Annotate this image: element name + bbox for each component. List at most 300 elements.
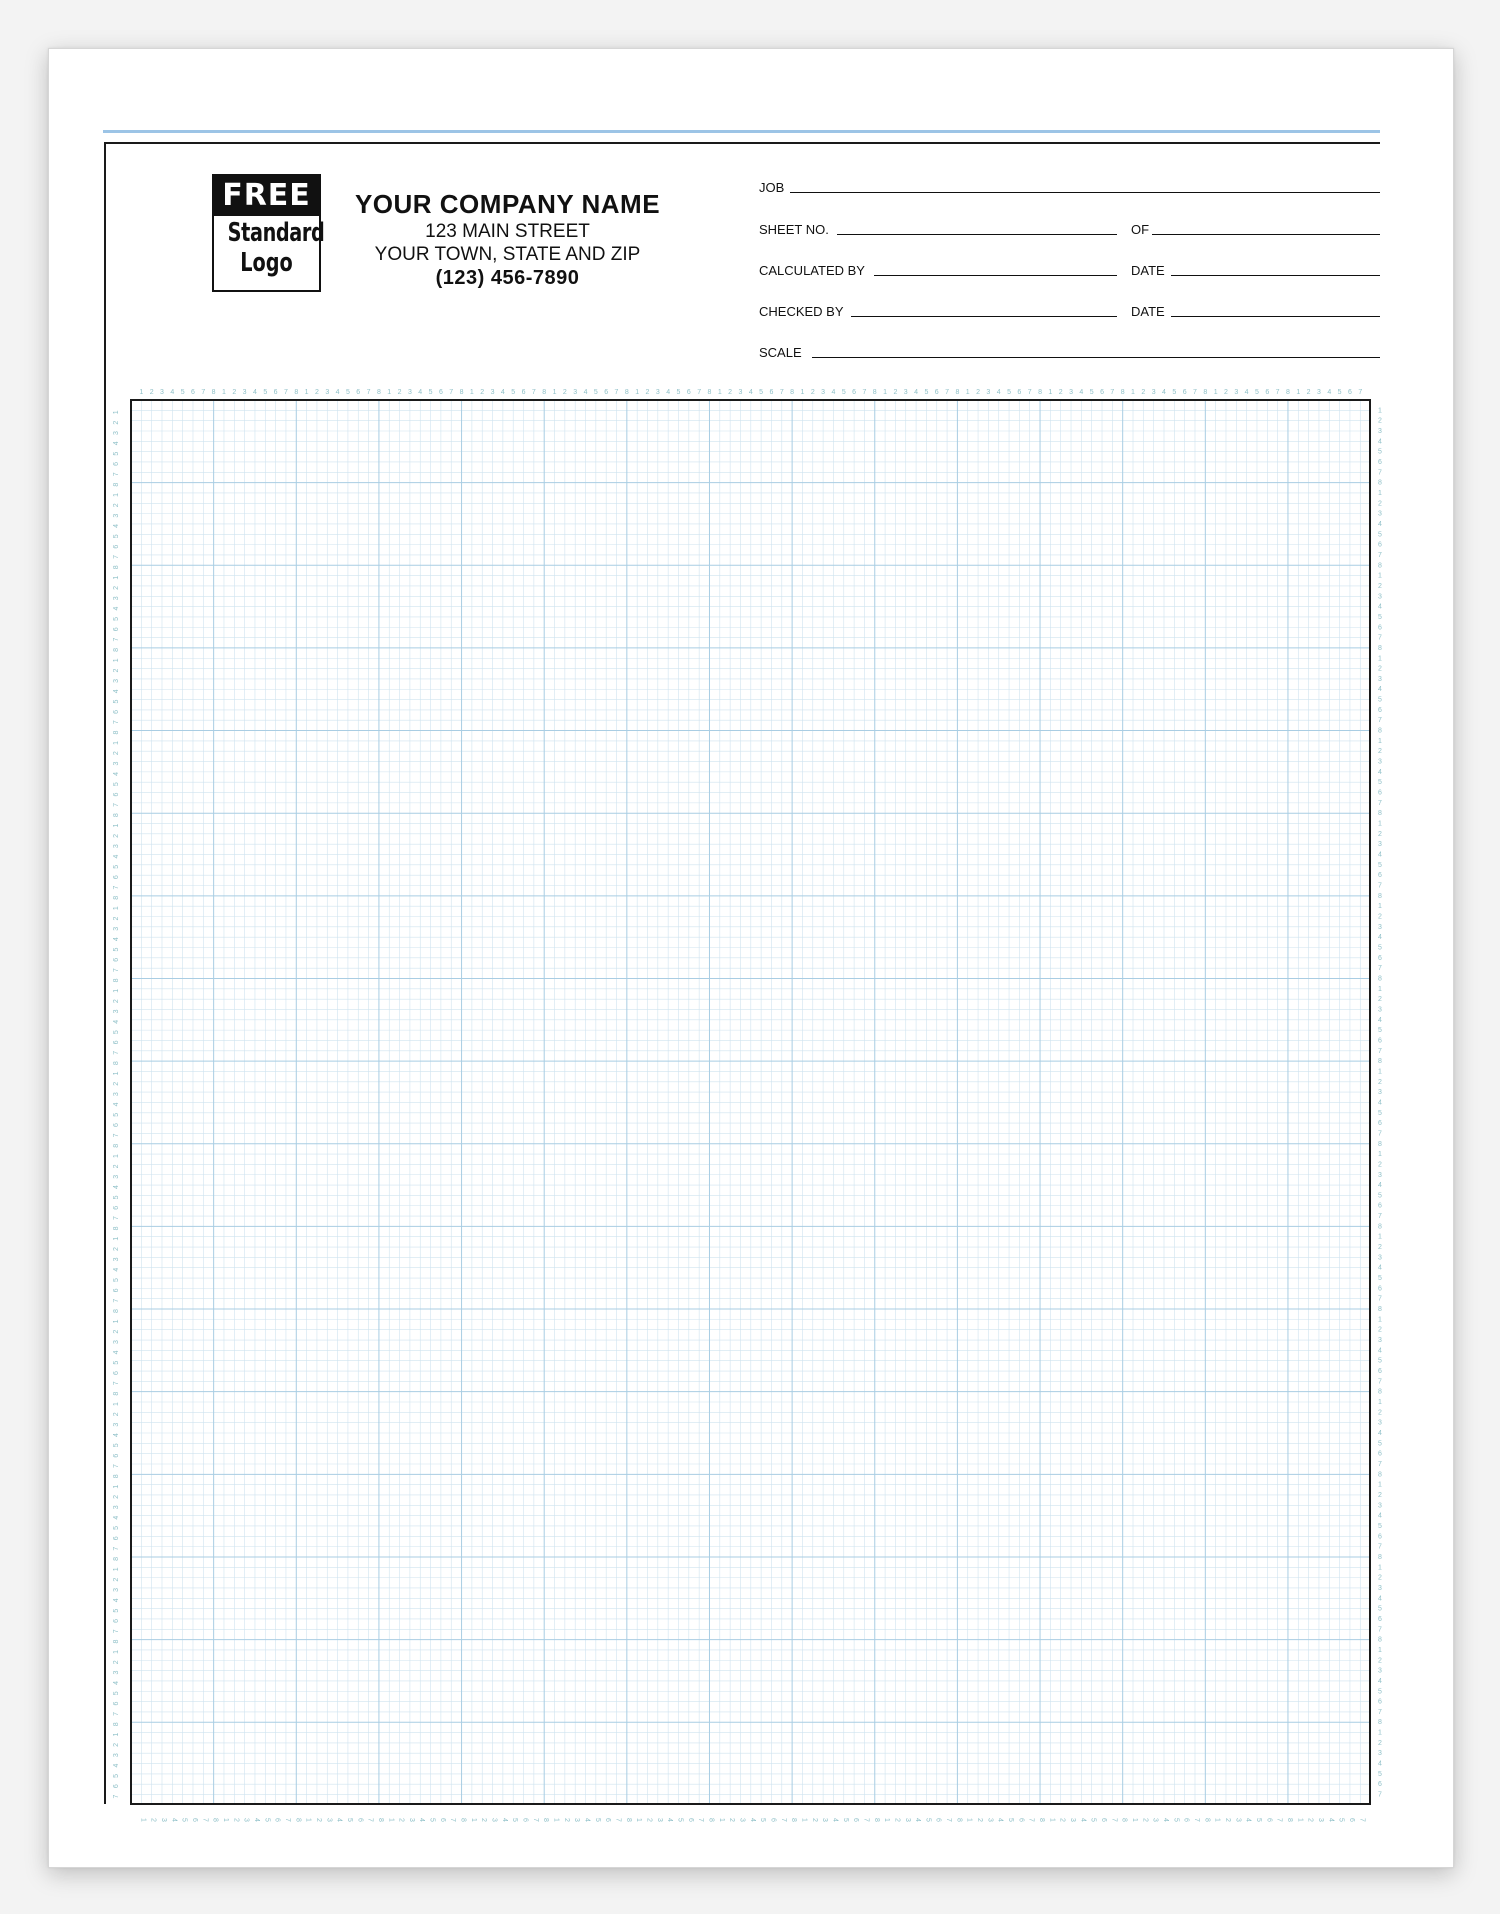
ruler-label-top: 5 [759, 389, 764, 396]
grid-ruler-labels [113, 389, 1382, 1822]
ruler-label-bottom: 4 [666, 1818, 674, 1822]
ruler-label-top: 7 [1193, 389, 1197, 396]
ruler-label-bottom: 4 [583, 1818, 591, 1822]
ruler-label-left: 2 [113, 751, 120, 756]
ruler-label-left: 5 [113, 1691, 120, 1696]
ruler-label-left: 5 [113, 699, 120, 704]
ruler-label-left: 6 [113, 1453, 120, 1458]
ruler-label-bottom: 5 [1254, 1818, 1262, 1822]
ruler-label-right: 7 [1378, 1295, 1382, 1303]
company-name: YOUR COMPANY NAME [354, 189, 661, 219]
ruler-label-top: 3 [821, 389, 826, 396]
ruler-label-left: 3 [113, 844, 120, 849]
ruler-label-bottom: 2 [1306, 1818, 1314, 1822]
ruler-label-bottom: 7 [366, 1818, 374, 1822]
ruler-label-bottom: 3 [242, 1818, 250, 1822]
ruler-label-top: 7 [1358, 389, 1363, 396]
ruler-label-top: 4 [748, 389, 753, 396]
ruler-label-top: 3 [986, 389, 991, 396]
ruler-label-bottom: 1 [965, 1818, 973, 1822]
ruler-label-left: 4 [113, 1680, 120, 1685]
ruler-label-right: 4 [1378, 851, 1382, 859]
ruler-label-right: 6 [1378, 1698, 1382, 1706]
ruler-label-top: 4 [666, 389, 671, 396]
ruler-label-left: 8 [113, 1722, 120, 1727]
ruler-label-right: 1 [1378, 1151, 1382, 1159]
ruler-label-top: 8 [624, 389, 629, 396]
ruler-label-right: 7 [1378, 1213, 1382, 1221]
ruler-label-right: 4 [1378, 1099, 1382, 1107]
ruler-label-right: 8 [1378, 1471, 1382, 1479]
ruler-label-top: 2 [562, 389, 567, 396]
ruler-label-left: 3 [113, 1009, 120, 1014]
ruler-label-top: 2 [232, 389, 237, 396]
ruler-label-left: 8 [113, 1474, 120, 1479]
ruler-label-top: 3 [1316, 389, 1321, 396]
ruler-label-top: 8 [1038, 389, 1042, 396]
ruler-label-right: 8 [1378, 1388, 1382, 1396]
ruler-label-bottom: 3 [738, 1818, 746, 1822]
ruler-label-top: 2 [893, 389, 898, 396]
ruler-label-top: 7 [449, 389, 454, 396]
ruler-label-left: 2 [113, 420, 120, 425]
ruler-label-top: 8 [955, 389, 960, 396]
ruler-label-left: 1 [113, 906, 120, 911]
ruler-label-top: 1 [387, 389, 392, 396]
ruler-label-top: 4 [831, 389, 836, 396]
ruler-label-left: 7 [113, 1546, 120, 1551]
ruler-label-right: 5 [1378, 861, 1382, 869]
ruler-label-bottom: 4 [335, 1818, 343, 1822]
ruler-label-top: 8 [211, 389, 216, 396]
ruler-label-right: 3 [1378, 1171, 1382, 1179]
ruler-label-bottom: 7 [531, 1818, 539, 1822]
ruler-label-top: 1 [1048, 389, 1053, 396]
ruler-label-left: 3 [113, 926, 120, 931]
company-town: YOUR TOWN, STATE AND ZIP [374, 244, 641, 265]
ruler-label-bottom: 8 [1285, 1818, 1293, 1822]
ruler-label-right: 4 [1378, 1016, 1382, 1024]
ruler-label-left: 1 [113, 740, 120, 745]
ruler-label-bottom: 5 [924, 1818, 932, 1822]
ruler-label-bottom: 6 [356, 1818, 364, 1822]
ruler-label-left: 5 [113, 1030, 120, 1035]
ruler-label-right: 3 [1378, 1419, 1382, 1427]
ruler-label-top: 3 [655, 389, 660, 396]
ruler-label-right: 1 [1378, 1233, 1382, 1241]
ruler-label-top: 2 [645, 389, 650, 396]
ruler-label-right: 6 [1378, 1120, 1382, 1128]
ruler-label-right: 3 [1378, 841, 1382, 849]
ruler-label-left: 8 [113, 1143, 120, 1148]
ruler-label-top: 8 [790, 389, 795, 396]
ruler-label-bottom: 6 [852, 1818, 860, 1822]
ruler-label-right: 5 [1378, 1109, 1382, 1117]
ruler-label-left: 3 [113, 761, 120, 766]
ruler-label-right: 5 [1378, 531, 1382, 539]
ruler-label-bottom: 7 [449, 1818, 457, 1822]
ruler-label-left: 6 [113, 1288, 120, 1293]
ruler-label-bottom: 6 [1347, 1818, 1355, 1822]
ruler-label-right: 1 [1378, 1316, 1382, 1324]
ruler-label-left: 5 [113, 616, 120, 621]
ruler-label-left: 7 [113, 1133, 120, 1138]
ruler-label-top: 4 [996, 389, 1001, 396]
ruler-label-left: 3 [113, 678, 120, 683]
ruler-label-top: 6 [769, 389, 774, 396]
ruler-label-top: 1 [139, 389, 144, 396]
ruler-label-top: 2 [728, 389, 733, 396]
ruler-label-bottom: 1 [1048, 1818, 1056, 1822]
ruler-label-right: 1 [1378, 1399, 1382, 1407]
ruler-label-bottom: 4 [1327, 1818, 1335, 1822]
ruler-label-left: 3 [113, 513, 120, 518]
ruler-label-right: 3 [1378, 758, 1382, 766]
ruler-label-left: 6 [113, 1784, 120, 1789]
job-label: JOB [759, 180, 785, 195]
ruler-label-bottom: 5 [841, 1818, 849, 1822]
ruler-label-top: 8 [872, 389, 877, 396]
ruler-label-top: 7 [779, 389, 784, 396]
ruler-label-bottom: 1 [552, 1818, 560, 1822]
ruler-label-left: 6 [113, 709, 120, 714]
ruler-label-left: 2 [113, 1412, 120, 1417]
ruler-label-top: 4 [1079, 389, 1084, 396]
ruler-label-top: 5 [1255, 389, 1259, 396]
ruler-label-left: 4 [113, 1102, 120, 1107]
ruler-label-bottom: 7 [945, 1818, 953, 1822]
ruler-label-bottom: 6 [1017, 1818, 1025, 1822]
ruler-label-top: 8 [376, 389, 381, 396]
ruler-label-bottom: 5 [263, 1818, 271, 1822]
ruler-label-left: 6 [113, 875, 120, 880]
sheet-no-label: SHEET NO. [759, 222, 829, 237]
ruler-label-top: 7 [1275, 389, 1280, 396]
ruler-label-left: 2 [113, 1742, 120, 1747]
ruler-label-left: 8 [113, 1226, 120, 1231]
ruler-label-bottom: 4 [1244, 1818, 1252, 1822]
ruler-label-right: 5 [1378, 1522, 1382, 1530]
ruler-label-bottom: 7 [201, 1818, 209, 1822]
ruler-label-top: 3 [1234, 389, 1239, 396]
ruler-label-left: 7 [113, 968, 120, 973]
ruler-label-right: 1 [1378, 1646, 1382, 1654]
ruler-label-bottom: 2 [728, 1818, 736, 1822]
ruler-label-bottom: 2 [314, 1818, 322, 1822]
ruler-label-left: 4 [113, 1598, 120, 1603]
company-phone: (123) 456-7890 [435, 267, 580, 289]
ruler-label-left: 1 [113, 1236, 120, 1241]
ruler-label-right: 4 [1378, 520, 1382, 528]
ruler-label-bottom: 2 [149, 1818, 157, 1822]
ruler-label-bottom: 6 [1182, 1818, 1190, 1822]
ruler-label-bottom: 4 [748, 1818, 756, 1822]
ruler-label-right: 1 [1378, 572, 1382, 580]
ruler-label-left: 4 [113, 854, 120, 859]
ruler-label-bottom: 5 [593, 1818, 601, 1822]
ruler-label-top: 3 [325, 389, 330, 396]
ruler-label-right: 1 [1378, 489, 1382, 497]
ruler-label-right: 7 [1378, 634, 1382, 642]
ruler-label-left: 4 [113, 1763, 120, 1768]
ruler-label-left: 7 [113, 1711, 120, 1716]
ruler-label-left: 2 [113, 1495, 120, 1499]
ruler-label-bottom: 3 [407, 1818, 415, 1822]
ruler-label-top: 6 [191, 389, 195, 396]
ruler-label-left: 6 [113, 627, 120, 632]
ruler-label-top: 2 [314, 389, 319, 396]
ruler-label-top: 1 [222, 389, 226, 396]
ruler-label-right: 4 [1378, 1347, 1382, 1355]
ruler-label-bottom: 8 [1203, 1818, 1211, 1822]
ruler-label-left: 4 [113, 1515, 120, 1520]
ruler-label-left: 8 [113, 1391, 120, 1396]
ruler-label-top: 8 [1120, 389, 1125, 396]
ruler-label-right: 6 [1378, 1202, 1382, 1210]
ruler-label-bottom: 2 [1141, 1818, 1149, 1822]
ruler-label-right: 1 [1378, 737, 1382, 745]
ruler-label-right: 4 [1378, 1677, 1382, 1685]
ruler-label-top: 4 [335, 389, 340, 396]
ruler-label-bottom: 2 [232, 1818, 240, 1822]
ruler-label-top: 7 [283, 389, 288, 396]
ruler-label-left: 1 [113, 575, 120, 580]
ruler-label-right: 2 [1378, 1244, 1382, 1252]
ruler-label-right: 3 [1378, 510, 1382, 518]
ruler-label-left: 6 [113, 1040, 120, 1045]
ruler-label-left: 6 [113, 1123, 120, 1128]
ruler-label-bottom: 7 [614, 1818, 622, 1822]
ruler-label-left: 5 [113, 782, 120, 787]
ruler-label-top: 2 [1224, 389, 1228, 396]
ruler-label-bottom: 1 [883, 1818, 891, 1822]
ruler-label-left: 1 [113, 1732, 120, 1737]
ruler-label-left: 8 [113, 1309, 120, 1313]
ruler-label-top: 5 [345, 389, 350, 396]
ruler-label-bottom: 3 [573, 1818, 581, 1822]
ruler-label-left: 3 [113, 1670, 120, 1675]
ruler-label-right: 5 [1378, 613, 1382, 621]
ruler-label-bottom: 1 [469, 1818, 477, 1822]
ruler-label-top: 4 [418, 389, 423, 396]
ruler-label-bottom: 3 [1069, 1818, 1077, 1822]
ruler-label-right: 6 [1378, 624, 1382, 632]
ruler-label-right: 2 [1378, 1657, 1382, 1665]
ruler-label-right: 2 [1378, 748, 1382, 756]
ruler-label-right: 1 [1378, 1481, 1382, 1489]
ruler-label-right: 3 [1378, 1667, 1382, 1675]
ruler-label-bottom: 4 [170, 1818, 178, 1822]
ruler-label-left: 4 [113, 937, 120, 942]
ruler-label-left: 8 [113, 647, 120, 652]
ruler-label-right: 8 [1378, 975, 1382, 983]
ruler-label-right: 7 [1378, 469, 1382, 477]
ruler-label-top: 6 [1265, 389, 1270, 396]
ruler-label-left: 5 [113, 1773, 120, 1778]
ruler-label-right: 2 [1378, 665, 1382, 673]
ruler-label-bottom: 5 [759, 1818, 767, 1822]
ruler-label-right: 4 [1378, 1760, 1382, 1768]
ruler-label-bottom: 6 [521, 1818, 529, 1822]
calculated-by-label: CALCULATED BY [759, 263, 865, 278]
ruler-label-bottom: 8 [1038, 1818, 1046, 1822]
of-label: OF [1131, 222, 1150, 237]
ruler-label-top: 4 [583, 389, 588, 396]
ruler-label-left: 1 [113, 493, 120, 497]
ruler-label-left: 3 [113, 596, 120, 601]
ruler-label-right: 5 [1378, 1440, 1382, 1448]
ruler-label-top: 7 [1027, 389, 1032, 396]
logo-line-2: Logo [240, 248, 293, 278]
ruler-label-top: 5 [1172, 389, 1177, 396]
ruler-label-left: 3 [113, 1257, 120, 1262]
ruler-label-bottom: 7 [1110, 1818, 1118, 1822]
ruler-label-bottom: 3 [986, 1818, 994, 1822]
ruler-label-right: 3 [1378, 675, 1382, 683]
ruler-label-right: 2 [1378, 1161, 1382, 1169]
ruler-label-top: 6 [438, 389, 443, 396]
ruler-label-left: 2 [113, 833, 120, 838]
ruler-label-left: 1 [113, 1071, 120, 1076]
ruler-label-top: 1 [552, 389, 557, 396]
ruler-label-right: 5 [1378, 1275, 1382, 1283]
ruler-label-bottom: 6 [273, 1818, 281, 1822]
ruler-label-bottom: 3 [821, 1818, 829, 1822]
ruler-label-left: 1 [113, 1649, 120, 1654]
ruler-label-left: 4 [113, 1350, 120, 1355]
ruler-label-right: 5 [1378, 944, 1382, 952]
ruler-label-left: 3 [113, 1174, 120, 1179]
ruler-label-right: 5 [1378, 1192, 1382, 1200]
ruler-label-top: 2 [976, 389, 981, 396]
ruler-label-left: 1 [113, 410, 120, 415]
ruler-label-left: 8 [113, 482, 120, 487]
ruler-label-left: 2 [113, 503, 120, 508]
ruler-label-bottom: 8 [624, 1818, 632, 1822]
ruler-label-left: 5 [113, 1608, 120, 1613]
ruler-label-right: 1 [1378, 903, 1382, 911]
ruler-label-left: 3 [113, 1092, 120, 1097]
ruler-label-right: 6 [1378, 541, 1382, 549]
ruler-label-right: 3 [1378, 1337, 1382, 1345]
ruler-label-bottom: 4 [1079, 1818, 1087, 1822]
ruler-label-right: 1 [1378, 985, 1382, 993]
ruler-label-right: 8 [1378, 479, 1382, 487]
ruler-label-top: 7 [531, 389, 536, 396]
ruler-label-top: 7 [366, 389, 371, 396]
ruler-label-left: 1 [113, 1567, 120, 1572]
ruler-label-top: 6 [852, 389, 857, 396]
ruler-label-bottom: 2 [480, 1818, 488, 1822]
ruler-label-left: 1 [113, 1154, 120, 1159]
ruler-label-right: 4 [1378, 1182, 1382, 1190]
ruler-label-left: 3 [113, 1505, 120, 1510]
ruler-label-right: 6 [1378, 1285, 1382, 1293]
ruler-label-top: 7 [614, 389, 619, 396]
ruler-label-top: 2 [149, 389, 154, 396]
ruler-label-bottom: 1 [221, 1818, 229, 1822]
ruler-label-left: 8 [113, 895, 120, 900]
ruler-label-bottom: 8 [376, 1818, 384, 1822]
logo-badge: FREE [214, 176, 319, 216]
ruler-label-left: 6 [113, 1701, 120, 1706]
ruler-label-bottom: 7 [1027, 1818, 1035, 1822]
ruler-label-left: 3 [113, 1422, 120, 1427]
ruler-label-top: 1 [883, 389, 888, 396]
ruler-label-right: 6 [1378, 1450, 1382, 1458]
ruler-label-top: 3 [490, 389, 495, 396]
ruler-label-right: 6 [1378, 872, 1382, 880]
ruler-label-bottom: 8 [955, 1818, 963, 1822]
ruler-label-right: 8 [1378, 727, 1382, 735]
ruler-label-bottom: 5 [428, 1818, 436, 1822]
ruler-label-right: 4 [1378, 1430, 1382, 1437]
ruler-label-right: 3 [1378, 1502, 1382, 1510]
ruler-label-top: 3 [1151, 389, 1156, 396]
ruler-label-left: 6 [113, 462, 120, 466]
ruler-label-right: 4 [1378, 768, 1382, 776]
ruler-label-left: 2 [113, 1660, 120, 1665]
ruler-label-right: 5 [1378, 1688, 1382, 1696]
ruler-label-right: 2 [1378, 913, 1382, 921]
ruler-label-left: 4 [113, 1185, 120, 1190]
ruler-label-right: 7 [1378, 882, 1382, 890]
ruler-label-bottom: 8 [1120, 1818, 1128, 1822]
ruler-label-top: 1 [469, 389, 474, 396]
ruler-label-top: 6 [934, 389, 939, 396]
ruler-label-right: 2 [1378, 830, 1382, 838]
ruler-label-bottom: 7 [779, 1818, 787, 1822]
ruler-label-left: 2 [113, 585, 120, 590]
ruler-label-bottom: 5 [1007, 1818, 1015, 1822]
ruler-label-right: 2 [1378, 1326, 1382, 1334]
ruler-label-right: 7 [1378, 1378, 1382, 1386]
ruler-label-left: 1 [113, 1402, 120, 1406]
ruler-label-left: 7 [113, 1216, 120, 1221]
ruler-label-right: 6 [1378, 1615, 1382, 1623]
ruler-label-bottom: 5 [1172, 1818, 1180, 1822]
ruler-label-left: 8 [113, 1061, 120, 1066]
ruler-label-top: 5 [1089, 389, 1094, 396]
ruler-label-bottom: 1 [139, 1818, 147, 1822]
ruler-label-right: 2 [1378, 996, 1382, 1004]
ruler-label-left: 3 [113, 1587, 120, 1592]
ruler-label-left: 5 [113, 1195, 120, 1200]
ruler-label-right: 3 [1378, 1584, 1382, 1592]
ruler-label-bottom: 7 [1192, 1818, 1200, 1822]
ruler-label-right: 4 [1378, 686, 1382, 694]
ruler-label-bottom: 3 [490, 1818, 498, 1822]
ruler-label-top: 1 [717, 389, 722, 396]
ruler-label-right: 8 [1378, 562, 1382, 570]
ruler-label-right: 4 [1378, 603, 1382, 611]
ruler-label-bottom: 1 [717, 1818, 725, 1822]
ruler-label-bottom: 1 [1213, 1818, 1221, 1822]
ruler-label-top: 7 [697, 389, 702, 396]
ruler-label-top: 3 [903, 389, 908, 396]
ruler-label-top: 5 [428, 389, 433, 396]
ruler-label-left: 7 [113, 472, 120, 477]
ruler-label-right: 4 [1378, 1595, 1382, 1603]
ruler-label-left: 4 [113, 441, 120, 446]
ruler-label-top: 8 [542, 389, 547, 396]
ruler-label-top: 1 [1213, 389, 1218, 396]
ruler-label-top: 7 [201, 389, 206, 396]
ruler-label-right: 3 [1378, 1006, 1382, 1014]
ruler-label-left: 5 [113, 1443, 120, 1448]
ruler-label-bottom: 7 [283, 1818, 291, 1822]
ruler-label-top: 2 [1306, 389, 1311, 396]
